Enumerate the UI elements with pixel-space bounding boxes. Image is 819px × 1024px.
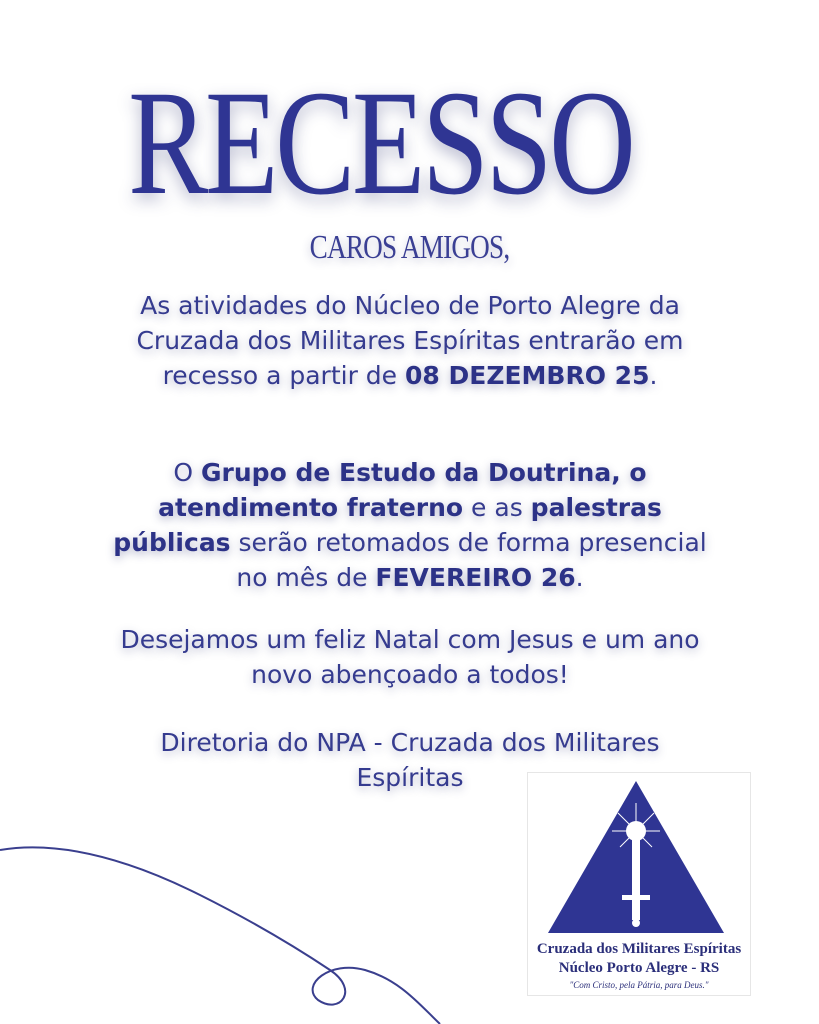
recess-date: 08 DEZEMBRO 25 bbox=[405, 361, 650, 390]
paragraph-resume bbox=[110, 455, 710, 595]
resume-text-2: e as bbox=[463, 493, 531, 522]
resume-bold-1: Grupo de Estudo da Doutrina, o atendimento fraterno bbox=[158, 458, 647, 522]
resume-text-1: O bbox=[173, 458, 202, 487]
decorative-curve bbox=[0, 820, 540, 1024]
resume-bold-2: palestras públicas bbox=[113, 493, 662, 557]
logo bbox=[527, 772, 751, 996]
resume-text-3: serão retomados de forma presencial no mês de bbox=[230, 528, 707, 592]
resume-text-4: . bbox=[575, 563, 584, 592]
recess-text: As atividades do Núcleo de Porto Alegre da Cruzada dos Militares Espíritas entrarão em recesso a partir de bbox=[136, 291, 684, 390]
recess-end: . bbox=[649, 361, 658, 390]
paragraph-recess bbox=[110, 288, 710, 393]
paragraph-wishes: Desejamos um feliz Natal com Jesus e um ano novo abençoado a todos! bbox=[120, 625, 700, 689]
greeting: CAROS AMIGOS, bbox=[309, 229, 510, 266]
resume-bold-3: FEVEREIRO 26 bbox=[375, 563, 576, 592]
page-title: RECESSO bbox=[128, 60, 633, 226]
triangle-sword-emblem-icon bbox=[528, 773, 750, 938]
logo-org-name: Cruzada dos Militares Espíritas bbox=[536, 941, 742, 957]
signature: Diretoria do NPA - Cruzada dos Militares Espíritas bbox=[160, 728, 660, 792]
logo-motto: "Com Cristo, pela Pátria, para Deus." bbox=[569, 980, 709, 990]
logo-branch-name: Núcleo Porto Alegre - RS bbox=[558, 960, 720, 976]
